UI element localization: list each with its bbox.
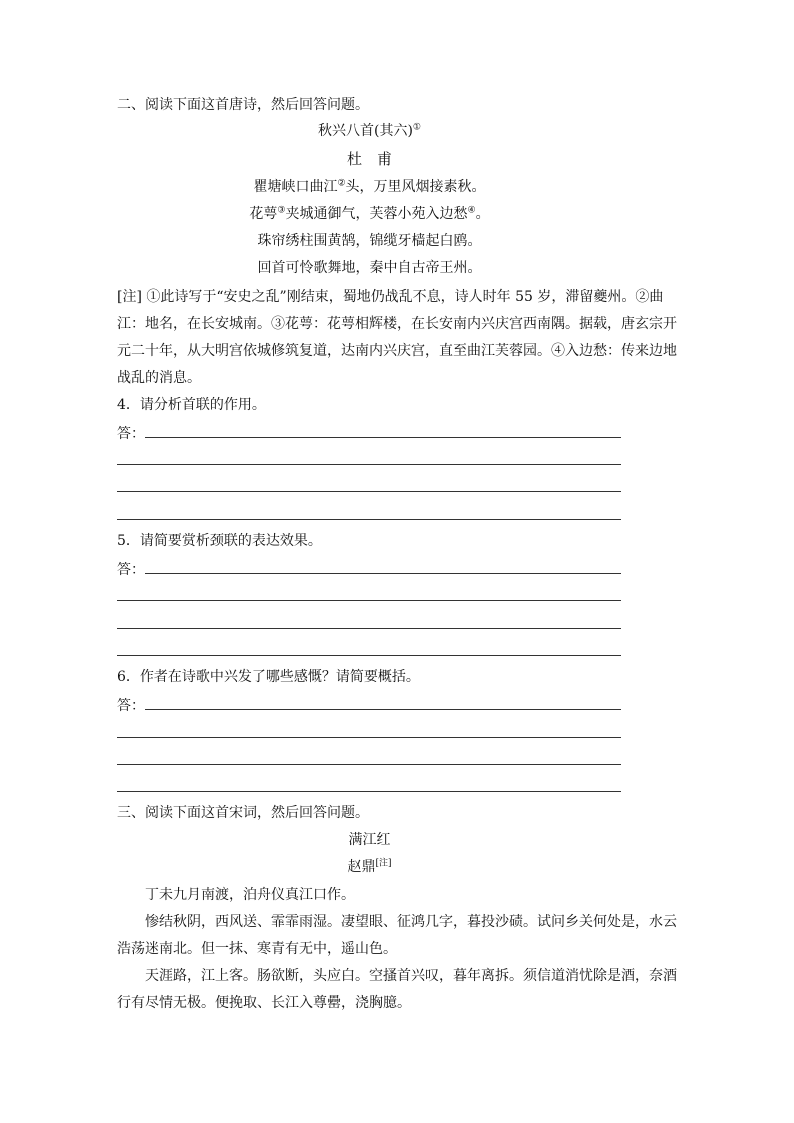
poem-line-text: 。 (475, 206, 490, 222)
footnote-mark: [注] (375, 858, 392, 869)
poet-name: 杜 甫 (346, 150, 392, 168)
question-4: 4．请分析首联的作用。 (117, 397, 266, 413)
answer-line[interactable] (117, 628, 621, 629)
poem-title (117, 118, 622, 145)
answer-line[interactable] (145, 437, 621, 438)
answer-line[interactable] (117, 791, 621, 792)
answer-line[interactable] (145, 573, 621, 574)
answer-line[interactable] (117, 737, 621, 738)
poem-line-text: 瞿塘峡口曲江 (253, 179, 338, 195)
footnote-mark: ② (337, 178, 346, 189)
answer-label: 答： (117, 562, 145, 578)
answer-line[interactable] (117, 519, 621, 520)
answer-line[interactable] (117, 655, 621, 656)
question-5: 5．请简要赏析颈联的表达效果。 (117, 533, 322, 549)
answer-label: 答： (117, 698, 145, 714)
footnote-line: 江：地名，在长安城南。③花萼：花萼相辉楼，在长安南内兴庆宫西南隅。据载，唐玄宗开 (117, 316, 677, 332)
answer-line[interactable] (117, 764, 621, 765)
footnote-mark: ③ (277, 205, 286, 216)
question-6: 6．作者在诗歌中兴发了哪些感慨？请简要概括。 (117, 669, 420, 685)
footnote-mark: ① (412, 122, 421, 133)
footnote-line: [注] ①此诗写于“安史之乱”刚结束，蜀地仍战乱不息，诗人时年 55 岁，滞留夔州。②曲 (117, 289, 664, 305)
poem-line: 珠帘绣柱围黄鹄，锦缆牙樯起白鸥。 (257, 233, 482, 249)
poem-line (117, 201, 622, 228)
poem-title-text: 秋兴八首(其六) (317, 123, 413, 139)
section-heading: 二、阅读下面这首唐诗，然后回答问题。 (117, 97, 369, 113)
answer-line[interactable] (117, 491, 621, 492)
preface: 丁未九月南渡，泊舟仪真江口作。 (145, 887, 355, 903)
lyric-line: 惨结秋阴，西风送、霏霏雨湿。凄望眼、征鸿几字，暮投沙碛。试问乡关何处是，水云 (145, 914, 677, 930)
footnote-mark: ④ (467, 205, 476, 216)
poem-line-text: 花萼 (249, 206, 278, 222)
poem-line-text: 头，万里风烟接素秋。 (345, 179, 486, 195)
lyric-line: 天涯路，江上客。肠欲断，头应白。空搔首兴叹，暮年离拆。须信道消忧除是酒，奈酒 (145, 968, 677, 984)
answer-line[interactable] (117, 464, 621, 465)
poem-line: 回首可怜歌舞地，秦中自古帝王州。 (257, 260, 482, 276)
footnote-line: 战乱的消息。 (117, 370, 201, 386)
poem-title: 满江红 (348, 832, 391, 848)
poem-line (117, 174, 622, 201)
answer-line[interactable] (145, 709, 621, 710)
lyric-line: 行有尽情无极。便挽取、长江入尊罍，浇胸臆。 (117, 995, 411, 1011)
lyric-line: 浩荡迷南北。但一抹、寒青有无中，遥山色。 (117, 941, 397, 957)
poet-name (117, 854, 622, 881)
footnote-line: 元二十年，从大明宫依城修筑复道，达南内兴庆宫，直至曲江芙蓉园。④入边愁：传来边地 (117, 343, 677, 359)
poet-name-text: 赵鼎 (347, 859, 376, 875)
answer-line[interactable] (117, 600, 621, 601)
answer-label: 答： (117, 426, 145, 442)
section-heading: 三、阅读下面这首宋词，然后回答问题。 (117, 805, 369, 821)
poem-line-text: 夹城通御气，芙蓉小苑入边愁 (285, 206, 468, 222)
